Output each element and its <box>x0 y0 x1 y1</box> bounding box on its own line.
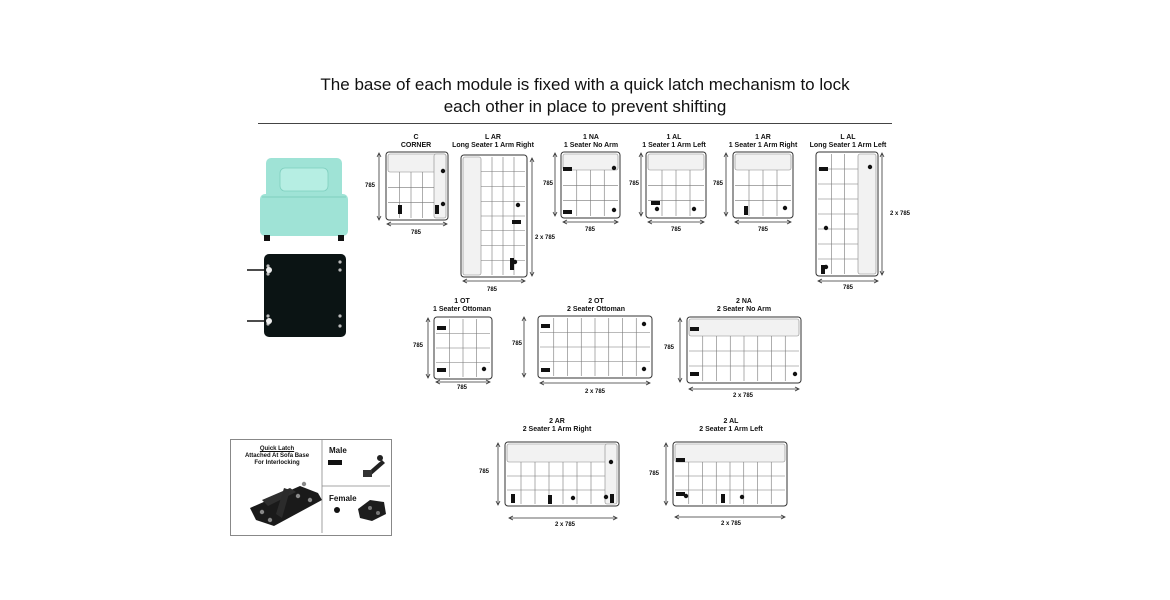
module-corner <box>386 152 448 220</box>
label-1na: 1 NA 1 Seater No Arm <box>563 134 619 149</box>
module-1al-female-latch <box>655 207 659 211</box>
module-2al-male-latch <box>721 494 725 503</box>
dim-1ot-h: 785 <box>413 343 424 349</box>
base-screw <box>338 314 341 317</box>
module-2al-male-latch <box>676 458 685 462</box>
dim-2na-h: 785 <box>664 345 675 351</box>
module-long-al-female-latch <box>824 226 828 230</box>
module-long-al-male-latch <box>819 167 828 171</box>
module-2ot-male-latch <box>541 368 550 372</box>
module-2al-female-latch <box>684 494 688 498</box>
label-2na: 2 NA 2 Seater No Arm <box>716 298 772 313</box>
dim-lal-w: 785 <box>843 285 854 291</box>
sofa-cushion-pillow <box>280 168 328 191</box>
base-screw <box>266 314 269 317</box>
module-long-ar-male-latch <box>512 220 521 224</box>
module-long-al-female-latch <box>868 165 872 169</box>
dim-1al-w: 785 <box>671 227 682 233</box>
dim-2ar-w: 2 x 785 <box>555 522 576 528</box>
module-long-ar-female-latch <box>513 260 517 264</box>
module-2ot <box>538 316 652 378</box>
latch-title: Quick Latch Attached At Sofa Base For Interlocking <box>244 446 310 466</box>
heading-line-2: each other in place to prevent shifting <box>443 97 727 116</box>
quick-latch-legend <box>230 439 392 536</box>
module-corner-male-latch <box>435 205 439 214</box>
module-corner-female-latch <box>441 169 445 173</box>
dim-2al-w: 2 x 785 <box>721 521 742 527</box>
dim-1na-w: 785 <box>585 227 596 233</box>
dim-1al-h: 785 <box>629 181 640 187</box>
sofa-leg <box>338 235 344 241</box>
dim-2ar-h: 785 <box>479 469 490 475</box>
module-2al-male-latch <box>676 492 685 496</box>
module-corner-female-latch <box>441 202 445 206</box>
module-long-ar-arm-left <box>463 157 481 275</box>
module-long-al <box>816 152 878 276</box>
dim-2na-w: 2 x 785 <box>733 393 754 399</box>
base-screw <box>338 324 341 327</box>
base-latch-socket <box>266 318 272 324</box>
label-2ar: 2 AR 2 Seater 1 Arm Right <box>522 418 592 433</box>
module-1al-backrest <box>648 154 704 170</box>
module-2ot-male-latch <box>541 324 550 328</box>
dim-lar-h: 2 x 785 <box>535 235 556 241</box>
sofa-base-photo <box>247 254 346 337</box>
base-screw <box>338 260 341 263</box>
sofa-base-panel <box>264 254 346 337</box>
sofa-leg <box>264 235 270 241</box>
module-1ar-male-latch <box>744 206 748 215</box>
module-2ar-female-latch <box>609 460 613 464</box>
module-1ar <box>733 152 793 218</box>
module-1al-male-latch <box>651 201 660 205</box>
label-corner: C CORNER <box>400 134 432 149</box>
module-2na-backrest <box>689 319 799 336</box>
dim-lar-w: 785 <box>487 287 498 293</box>
dim-corner-w: 785 <box>411 230 422 236</box>
module-1ot <box>434 317 492 379</box>
label-2al: 2 AL 2 Seater 1 Arm Left <box>699 418 763 433</box>
sofa-seat <box>260 194 348 236</box>
module-1na-male-latch <box>563 210 572 214</box>
module-1al <box>646 152 706 218</box>
dim-1na-h: 785 <box>543 181 554 187</box>
dim-2ot-h: 785 <box>512 341 523 347</box>
label-long-ar: L AR Long Seater 1 Arm Right <box>452 134 534 149</box>
dim-1ot-w: 785 <box>457 385 468 391</box>
label-1ar: 1 AR 1 Seater 1 Arm Right <box>728 134 798 149</box>
module-1na-female-latch <box>612 166 616 170</box>
module-corner-male-latch <box>398 205 402 214</box>
base-screw <box>338 268 341 271</box>
sofa-module-photo <box>260 158 348 241</box>
module-long-ar-female-latch <box>516 203 520 207</box>
module-long-al-female-latch <box>824 265 828 269</box>
module-2ar-backrest <box>507 444 617 462</box>
module-1ot-male-latch <box>437 368 446 372</box>
module-2al <box>673 442 787 506</box>
module-2ot-female-latch <box>642 322 646 326</box>
module-2ar-male-latch <box>548 495 552 504</box>
module-2al-female-latch <box>740 495 744 499</box>
module-2ar <box>505 442 619 506</box>
dim-lal-h: 2 x 785 <box>890 211 911 217</box>
dim-2al-h: 785 <box>649 471 660 477</box>
module-2na <box>687 317 801 383</box>
base-latch-socket <box>266 267 272 273</box>
dim-1ar-h: 785 <box>713 181 724 187</box>
module-1na <box>561 152 620 218</box>
module-2na-female-latch <box>793 372 797 376</box>
label-long-al: L AL Long Seater 1 Arm Left <box>809 134 887 149</box>
module-1na-female-latch <box>612 208 616 212</box>
module-2al-backrest <box>675 444 785 462</box>
label-1ot: 1 OT 1 Seater Ottoman <box>433 298 491 313</box>
module-2ar-male-latch <box>511 494 515 503</box>
module-2ot-female-latch <box>642 367 646 371</box>
module-long-ar-male-latch <box>510 258 514 270</box>
dim-1ar-w: 785 <box>758 227 769 233</box>
heading-line-1: The base of each module is fixed with a quick latch mechanism to lock <box>320 75 850 94</box>
module-2ar-female-latch <box>571 496 575 500</box>
module-1al-female-latch <box>692 207 696 211</box>
module-1ot-male-latch <box>437 326 446 330</box>
module-2na-male-latch <box>690 372 699 376</box>
dim-corner-h: 785 <box>365 183 376 189</box>
dim-2ot-w: 2 x 785 <box>585 389 606 395</box>
module-1ar-backrest <box>735 154 791 170</box>
latch-female-label: Female <box>329 494 357 503</box>
module-1na-male-latch <box>563 167 572 171</box>
module-2na-male-latch <box>690 327 699 331</box>
module-2ar-female-latch <box>604 495 608 499</box>
module-2ar-male-latch <box>610 494 614 503</box>
module-1ot-female-latch <box>482 367 486 371</box>
module-long-ar <box>461 155 527 277</box>
module-long-al-arm-right <box>858 154 876 274</box>
label-2ot: 2 OT 2 Seater Ottoman <box>567 298 625 313</box>
latch-male-label: Male <box>329 446 347 455</box>
module-1ar-female-latch <box>783 206 787 210</box>
label-1al: 1 AL 1 Seater 1 Arm Left <box>642 134 706 149</box>
